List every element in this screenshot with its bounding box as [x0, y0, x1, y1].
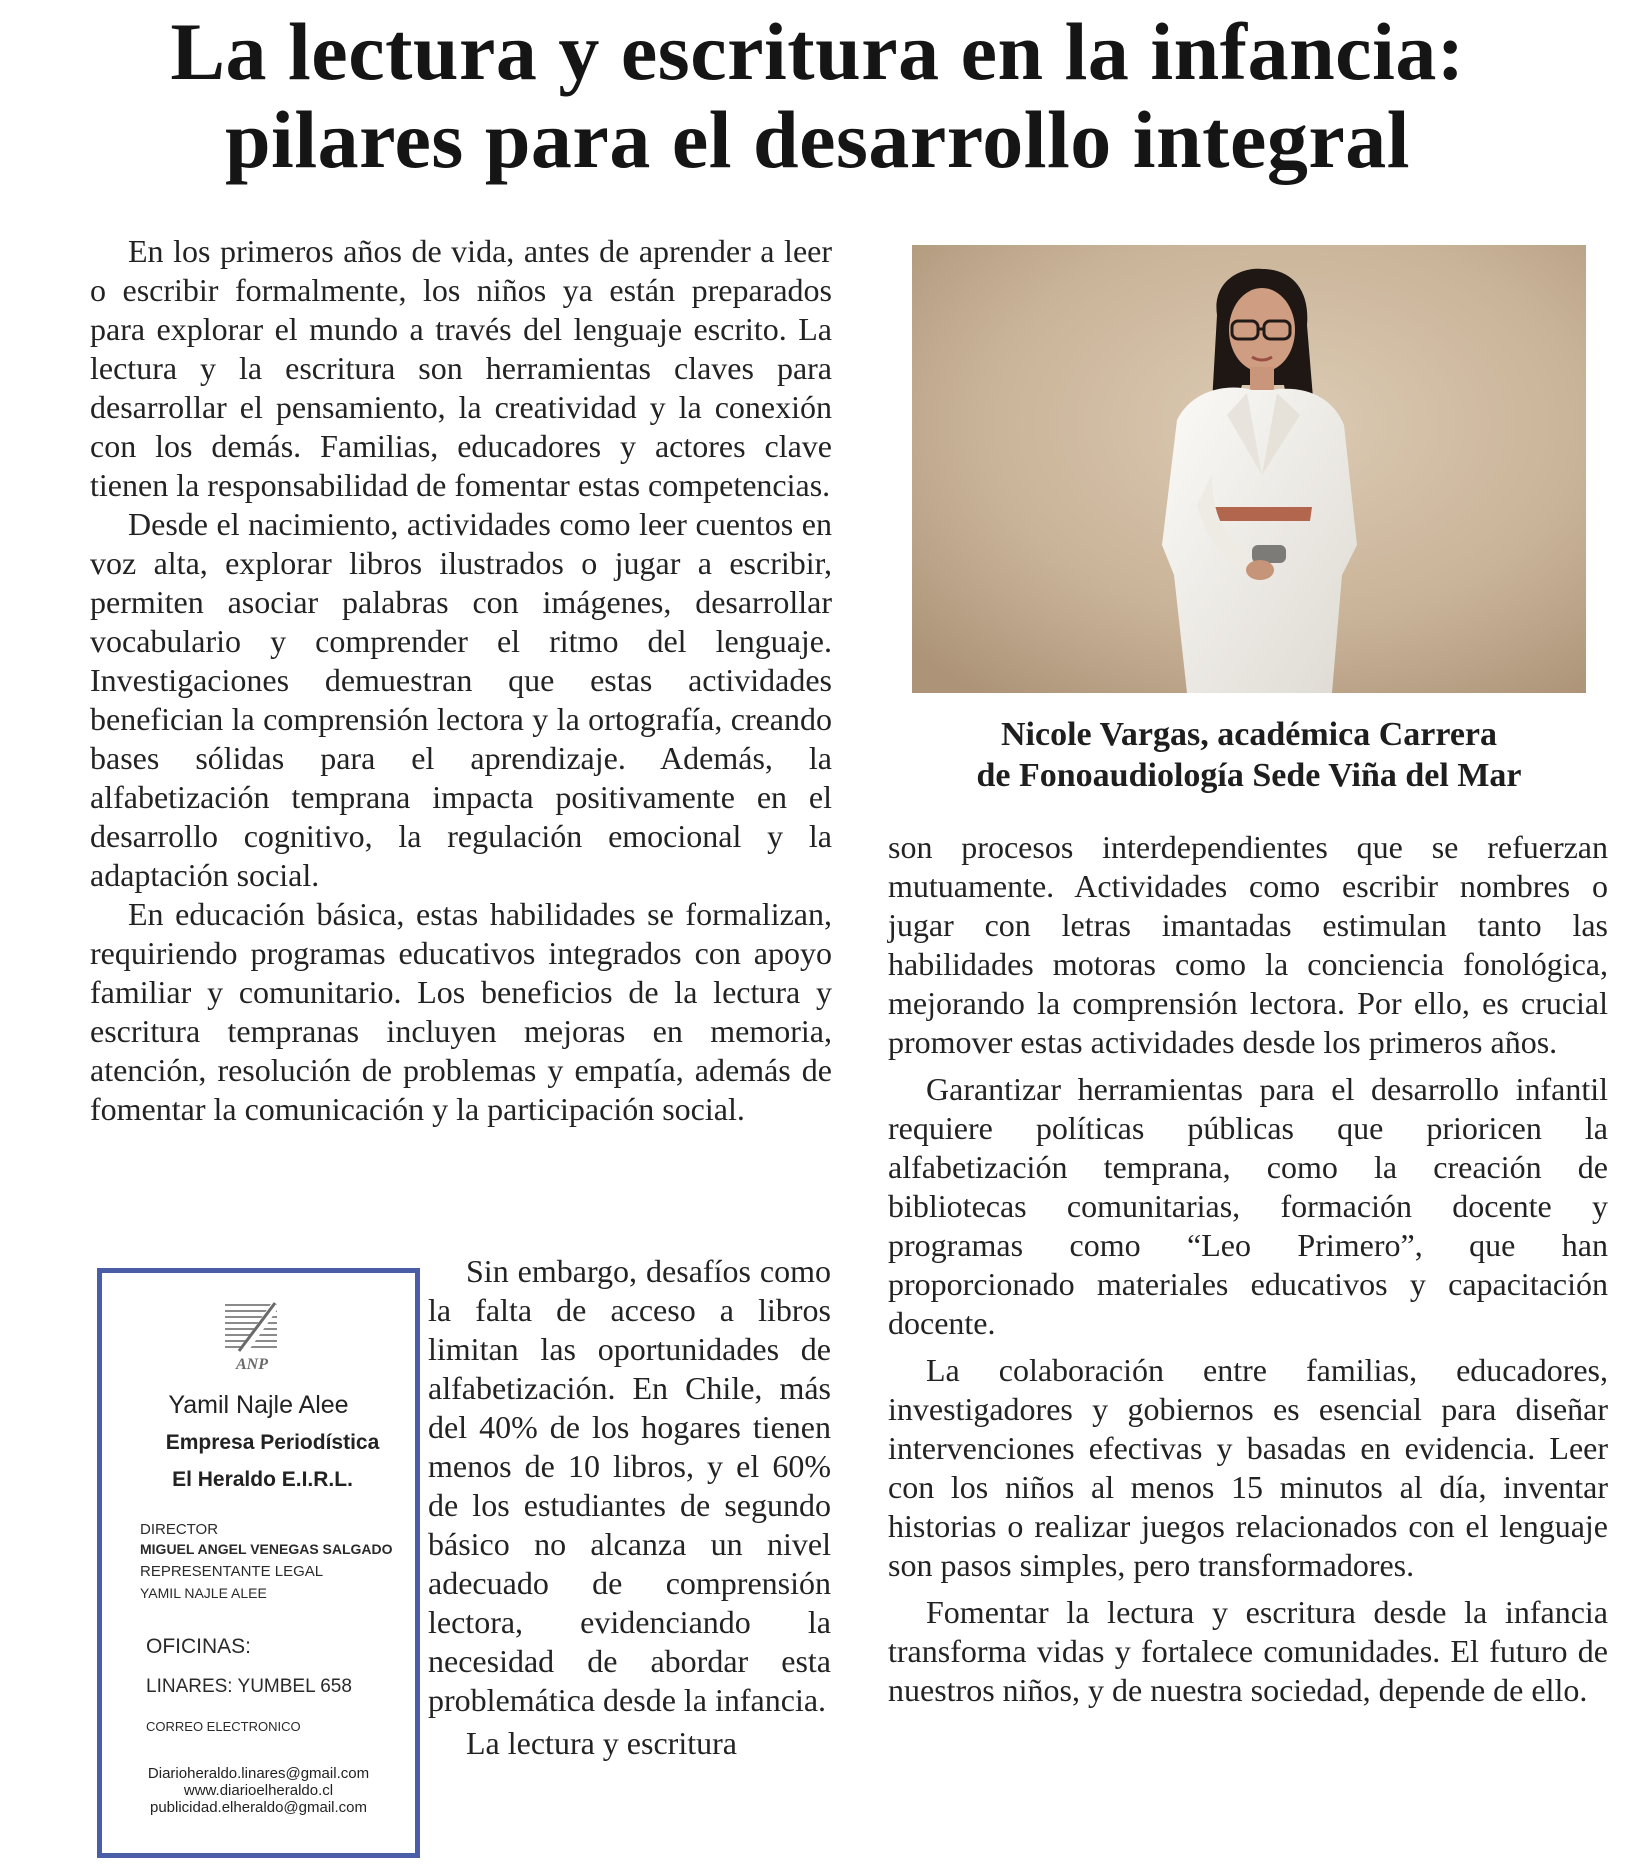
paragraph: son procesos interdependientes que se refuerzan mutuamente. Actividades como escribir nombres o jugar con letras imantadas estimulan tanto las habilidades motoras como la conciencia fonológica, mejorando la comprensión lectora. Por ello, es crucial promover estas actividades desde los primeros años. — [888, 829, 1608, 1060]
director-name: MIGUEL ANGEL VENEGAS SALGADO — [140, 1541, 393, 1557]
company-line-2: El Heraldo E.I.R.L. — [172, 1468, 353, 1491]
masthead-box — [97, 1268, 420, 1858]
owner-name: Yamil Najle Alee — [168, 1391, 349, 1419]
paragraph: Desde el nacimiento, actividades como leer cuentos en voz alta, explorar libros ilustrados o jugar a escribir, permiten asociar palabras con imágenes, desarrollar vocabulario y comprender el ritmo del lenguaje. Investigaciones demuestran que estas actividades benefician la comprensión lectora y la ortografía, creando bases sólidas para el aprendizaje. Además, la alfabetización temprana impacta positivamente en el desarrollo cognitivo, la regulación emocional y la adaptación social. — [90, 506, 832, 893]
rep-label: REPRESENTANTE LEGAL — [140, 1563, 324, 1580]
company-line-1: Empresa Periodística — [165, 1431, 380, 1454]
caption-line-1: Nicole Vargas, académica Carrera — [1000, 716, 1498, 753]
title-line-1: La lectura y escritura en la infancia: — [170, 6, 1465, 97]
paragraph: La lectura y escritura — [466, 1725, 737, 1761]
paragraph: Fomentar la lectura y escritura desde la infancia transforma vidas y fortalece comunidades. El futuro de nuestros niños, y de nuestra sociedad, depende de ello. — [888, 1594, 1608, 1708]
paragraph: En los primeros años de vida, antes de aprender a leer o escribir formalmente, los niños ya están preparados para explorar el mundo a través del lenguaje escrito. La lectura y la escritura son herramientas claves para desarrollar el pensamiento, la creatividad y la conexión con los demás. Familias, educadores y actores clave tienen la responsabilidad de fomentar estas competencias. — [90, 233, 832, 503]
email-label: CORREO ELECTRONICO — [146, 1719, 301, 1734]
rep-name: YAMIL NAJLE ALEE — [140, 1585, 267, 1601]
website-link[interactable]: www.diarioelheraldo.cl — [183, 1782, 334, 1799]
paragraph: En educación básica, estas habilidades se formalizan, requiriendo programas educativos integrados con apoyo familiar y comunitario. Los beneficios de la lectura y escritura tempranas incluyen mejoras en memoria, atención, resolución de problemas y empatía, además de fomentar la comunicación y la participación social. — [90, 896, 832, 1127]
offices-label: OFICINAS: — [146, 1635, 252, 1658]
paragraph: Garantizar herramientas para el desarrollo infantil requiere políticas públicas que prioricen la alfabetización temprana, como la creación de bibliotecas comunitarias, formación docente y programas como “Leo Primero”, que han proporcionado materiales educativos y capacitación docente. — [888, 1071, 1608, 1341]
director-label: DIRECTOR — [140, 1521, 219, 1538]
email-1[interactable]: Diarioheraldo.linares@gmail.com — [147, 1765, 370, 1782]
anp-logo-icon — [217, 1295, 287, 1375]
portrait-illustration — [912, 245, 1586, 693]
author-photo — [912, 245, 1586, 693]
column-middle — [428, 1252, 831, 1763]
column-right — [888, 828, 1608, 1710]
office-address: LINARES: YUMBEL 658 — [146, 1676, 352, 1697]
caption-line-2: de Fonoaudiología Sede Viña del Mar — [976, 757, 1522, 794]
article-title — [0, 8, 1635, 184]
paragraph: La colaboración entre familias, educadores, investigadores y gobiernos es esencial para diseñar intervenciones efectivas y basadas en evidencia. Leer con los niños al menos 15 minutos al día, inventar historias o realizar juegos relacionados con el lenguaje son pasos simples, pero transformadores. — [888, 1352, 1608, 1583]
title-line-2: pilares para el desarrollo integral — [224, 94, 1411, 185]
logo-text: ANP — [236, 1356, 268, 1373]
paragraph: Sin embargo, desafíos como la falta de acceso a libros limitan las oportunidades de alfabetización. En Chile, más del 40% de los hogares tienen menos de 10 libros, y el 60% de los estudiantes de segundo básico no alcanza un nivel adecuado de comprensión lectora, evidenciando la necesidad de abordar esta problemática desde la infancia. — [428, 1253, 831, 1718]
column-left — [90, 232, 832, 1129]
email-2[interactable]: publicidad.elheraldo@gmail.com — [149, 1799, 367, 1816]
photo-caption — [912, 714, 1586, 796]
anp-logo — [217, 1295, 287, 1375]
